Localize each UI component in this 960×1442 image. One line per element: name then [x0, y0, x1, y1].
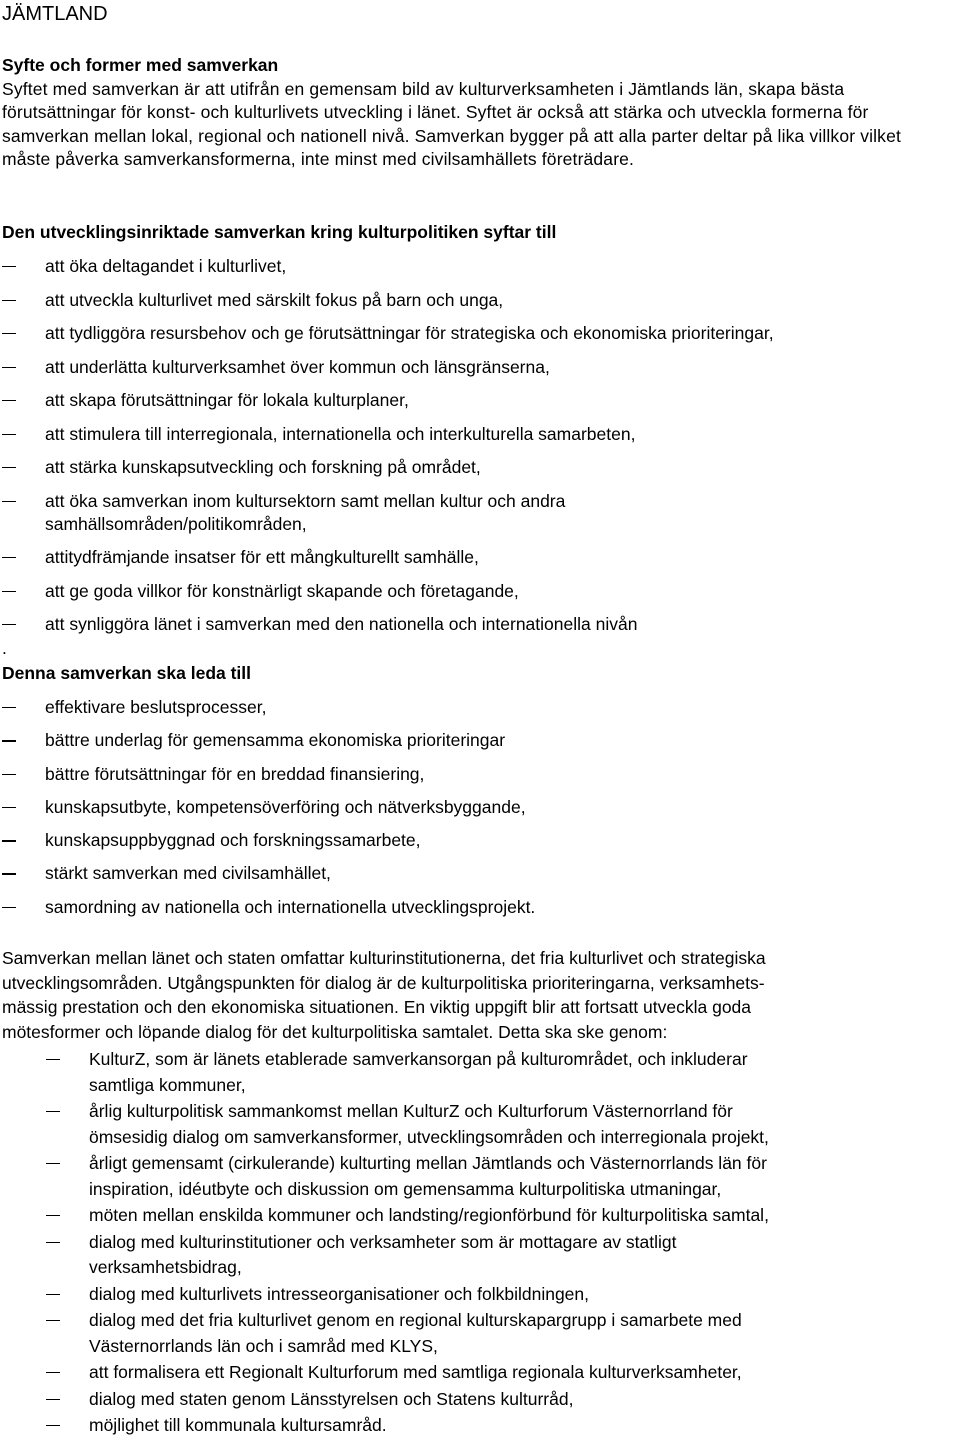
dash-icon	[2, 557, 16, 558]
dash-icon	[2, 501, 16, 502]
section2-list	[0, 696, 958, 929]
list-item: årligt gemensamt (cirkulerande) kulturting mellan Jämtlands och Västernorrlands län för inspiration, idéutbyte och diskussion om gemensamma kulturpolitiska utmaningar,	[0, 1151, 958, 1202]
dash-icon	[2, 840, 16, 841]
list-item: att underlätta kulturverksamhet över kommun och länsgränserna,	[0, 356, 958, 379]
dash-icon	[2, 333, 16, 334]
dash-icon	[2, 707, 16, 708]
list-item: dialog med kulturlivets intresseorganisationer och folkbildningen,	[0, 1282, 958, 1308]
intro-paragraph: Syftet med samverkan är att utifrån en gemensam bild av kulturverksamheten i Jämtlands län, skapa bästa förutsättningar för konst- och kulturlivets utveckling i länet. Syftet är också att stärka och utveckla formerna för samverkan mellan lokal, regional och nationell nivå. Samverkan bygger på att alla parter deltar på lika villkor vilket måste påverka samverkansformerna, inte minst med civilsamhällets företrädare.	[2, 78, 901, 169]
list-item: KulturZ, som är länets etablerade samverkansorgan på kulturområdet, och inkluderar samtliga kommuner,	[0, 1047, 958, 1098]
list-item: dialog med det fria kulturlivet genom en regional kulturskapargrupp i samarbete med Västernorrlands län och i samråd med KLYS,	[0, 1308, 958, 1359]
list-item: dialog med staten genom Länsstyrelsen och Statens kulturråd,	[0, 1387, 958, 1413]
list-item: att öka deltagandet i kulturlivet,	[0, 255, 958, 278]
dash-icon	[2, 400, 16, 401]
dash-icon	[46, 1163, 60, 1164]
list-item: årlig kulturpolitisk sammankomst mellan KulturZ och Kulturforum Västernorrland för ömsesidig dialog om samverkansformer, utvecklingsområden och interregionala projekt,	[0, 1099, 958, 1150]
intro-heading: Syfte och former med samverkan	[2, 55, 279, 75]
list-item: att utveckla kulturlivet med särskilt fokus på barn och unga,	[0, 289, 958, 312]
list-item: möjlighet till kommunala kultursamråd.	[0, 1413, 958, 1439]
dash-icon	[2, 300, 16, 301]
list-item: dialog med kulturinstitutioner och verksamheter som är mottagare av statligt verksamhetsbidrag,	[0, 1230, 958, 1281]
section1-heading: Den utvecklingsinriktade samverkan kring kulturpolitiken syftar till	[2, 222, 557, 242]
section3-list	[0, 1047, 958, 1440]
paragraph-line: utvecklingsområden. Utgångspunkten för dialog är de kulturpolitiska prioriteringarna, verksamhets-	[2, 972, 765, 993]
dash-icon	[46, 1320, 60, 1321]
section2-heading: Denna samverkan ska leda till	[2, 663, 252, 683]
paragraph-line: Samverkan mellan länet och staten omfattar kulturinstitutionerna, det fria kulturlivet och strategiska	[2, 948, 766, 968]
dash-icon	[2, 624, 16, 625]
dash-icon	[2, 591, 16, 592]
dash-icon	[46, 1215, 60, 1216]
dash-icon	[46, 1372, 60, 1373]
list-item: att tydliggöra resursbehov och ge förutsättningar för strategiska och ekonomiska prioriteringar,	[0, 322, 958, 345]
dash-icon	[2, 434, 16, 435]
list-item: att ge goda villkor för konstnärligt skapande och företagande,	[0, 580, 958, 603]
list-item: kunskapsuppbyggnad och forskningssamarbete,	[0, 829, 958, 852]
dash-icon	[2, 907, 16, 908]
page-title: JÄMTLAND	[2, 3, 108, 25]
trailing-dot: .	[2, 638, 7, 658]
section1-list	[0, 255, 958, 647]
dash-icon	[2, 873, 16, 874]
dash-icon	[46, 1425, 60, 1426]
list-item: bättre förutsättningar för en breddad finansiering,	[0, 763, 958, 786]
dash-icon	[46, 1242, 60, 1243]
dash-icon	[2, 807, 16, 808]
dash-icon	[2, 367, 16, 368]
dash-icon	[46, 1294, 60, 1295]
dash-icon	[46, 1111, 60, 1112]
dash-icon	[46, 1059, 60, 1060]
intro-section	[2, 54, 952, 172]
list-item: att skapa förutsättningar för lokala kulturplaner,	[0, 389, 958, 412]
dash-icon	[2, 740, 16, 741]
paragraph-line: mötesformer och löpande dialog för det kulturpolitiska samtalet. Detta ska ske genom:	[2, 1021, 668, 1042]
list-item: att formalisera ett Regionalt Kulturforum med samtliga regionala kulturverksamheter,	[0, 1360, 958, 1386]
dash-icon	[2, 266, 16, 267]
list-item: samordning av nationella och internationella utvecklingsprojekt.	[0, 896, 958, 919]
dash-icon	[2, 467, 16, 468]
list-item: attitydfrämjande insatser för ett mångkulturellt samhälle,	[0, 546, 958, 569]
section3-paragraph	[2, 946, 958, 1044]
list-item: effektivare beslutsprocesser,	[0, 696, 958, 719]
dash-icon	[2, 774, 16, 775]
list-item: att stärka kunskapsutveckling och forskning på området,	[0, 456, 958, 479]
list-item: kunskapsutbyte, kompetensöverföring och nätverksbyggande,	[0, 796, 958, 819]
list-item: stärkt samverkan med civilsamhället,	[0, 862, 958, 885]
list-item: att synliggöra länet i samverkan med den nationella och internationella nivån	[0, 613, 958, 636]
dash-icon	[46, 1399, 60, 1400]
list-item: att stimulera till interregionala, internationella och interkulturella samarbeten,	[0, 423, 958, 446]
paragraph-line: mässig prestation och den ekonomiska situationen. En viktig uppgift blir att fortsatt utveckla goda	[2, 997, 752, 1017]
list-item: möten mellan enskilda kommuner och landsting/regionförbund för kulturpolitiska samtal,	[0, 1203, 958, 1229]
list-item: bättre underlag för gemensamma ekonomiska prioriteringar	[0, 729, 958, 752]
list-item: att öka samverkan inom kultursektorn samt mellan kultur och andra samhällsområden/politikområden,	[0, 490, 958, 536]
